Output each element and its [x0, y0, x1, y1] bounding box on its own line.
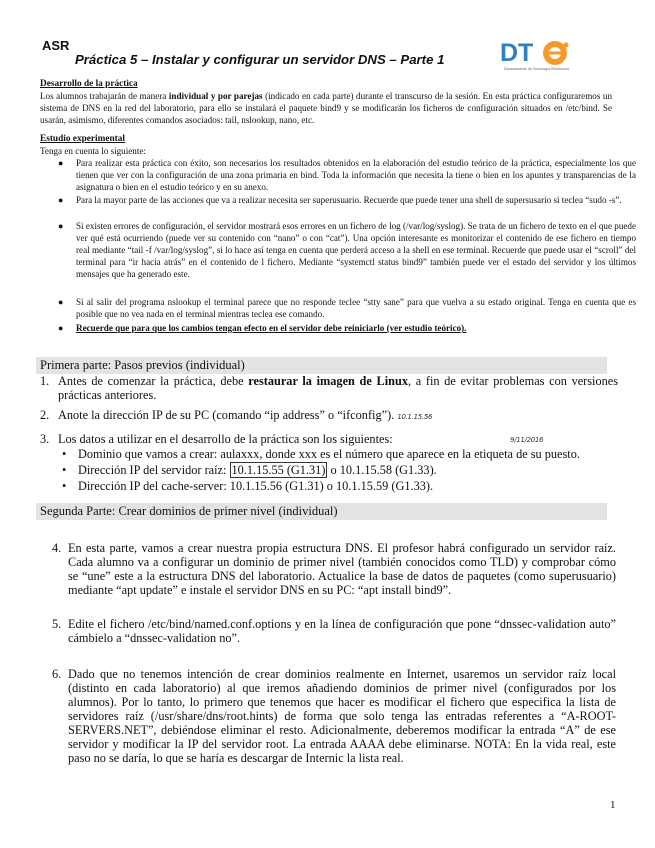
bullet-text: Si al salir del programa nslookup el terminal parece que no responde teclee “stty sane” para que vuelva a su estado original. Tenga en cuenta que es posible que no vea nada en el terminal mientras teclea ese comando. [76, 297, 636, 319]
bullet-text: Para realizar esta práctica con éxito, son necesarios los resultados obtenidos en la elaboración del estudio teórico de la práctica, especialmente los que tienen que ver con la configuración de una zona primaria en bind. Toda la información que necesita la tiene o bien en los apuntes y transparencias de la asignatura o bien en el estudio teórico y en su anexo. [76, 158, 636, 192]
estudio-bullet [58, 296, 636, 320]
bullet-dot: ● [58, 323, 64, 333]
item-number: 2. [40, 408, 50, 422]
bullet-dot: ● [58, 221, 64, 231]
item-1-bold: restaurar la imagen de Linux [248, 374, 408, 388]
item-2-text [58, 408, 618, 424]
desarrollo-text-before: Los alumnos trabajarán de manera [40, 91, 169, 101]
item-5-text: Edite el fichero /etc/bind/named.conf.options y en la línea de configuración que pone “dnssec-validation auto” cámbielo a “dnssec-validation no”. [68, 617, 616, 645]
sub-bullet-dot: • [62, 479, 67, 493]
estudio-bullet [58, 194, 636, 206]
item-number: 3. [40, 432, 50, 446]
bullet-text: Para la mayor parte de las acciones que va a realizar necesita ser superusuario. Recuerde que puede tener una shell de supersusario si teclea “sudo -s”. [76, 195, 622, 205]
handwritten-ip: 10.1.15.56 [397, 413, 433, 421]
bullet-text: Si existen errores de configuración, el servidor mostrará esos errores en un fichero de log (/var/log/syslog). Se trata de un fichero de texto en el que puede ver qué está ocurriendo (puede ver su contenido con “nano” o con “cat”). Una opción interesante es monitorizar el contenido de ese fichero en tiempo real mediante “tail -f /var/log/syslog”, si lo hace así tenga en cuenta que perderá acceso a la shell en ese terminal. Recuerde que puede usar el “scroll” del terminal para “ir hacia atrás” en el contenido de l fichero. Mediante “systemctl status bind9” también puede ver el estado del servidor y los últimos mensajes que ha generado este. [76, 221, 636, 279]
logo-subtitle: Departamento de Tecnología Electrónica [504, 67, 569, 71]
logo-e-bar [549, 52, 562, 55]
desarrollo-heading: Desarrollo de la práctica [40, 79, 138, 89]
sub-item-root-server [78, 463, 618, 477]
estudio-intro: Tenga en cuenta lo siguiente: [40, 146, 146, 156]
root-server-label: Dirección IP del servidor raíz: [78, 463, 230, 477]
estudio-heading: Estudio experimental [40, 134, 125, 144]
logo-graphic [500, 37, 612, 69]
item-3-text: Los datos a utilizar en el desarrollo de la práctica son los siguientes: [58, 432, 393, 446]
estudio-bullet [58, 220, 636, 280]
item-number: 5. [52, 617, 62, 631]
section-title-part2: Segunda Parte: Crear dominios de primer nivel (individual) [40, 504, 338, 518]
root-server-alt: o 10.1.15.58 (G1.33). [327, 463, 437, 477]
item-1-after: , a fin de evitar problemas con versiones prácticas anteriores. [58, 374, 619, 402]
desarrollo-text-after: (indicado en cada parte) durante el transcurso de la sesión. En esta práctica configuraremos un sistema de DNS en la red del laboratorio, para ello se instalará el paquete bind9 y se modificarán los ficheros de configuración situados en /etc/bind. Se usarán, asimismo, diferentes comandos asociados: tail, nslookup, nano, etc. [40, 91, 612, 125]
sub-bullet-dot: • [62, 463, 67, 477]
desarrollo-text-bold: individual y por parejas [168, 91, 263, 101]
handwritten-date: 9/11/2016 [510, 436, 544, 444]
page-title: Práctica 5 – Instalar y configurar un servidor DNS – Parte 1 [75, 52, 445, 67]
item-4-text: En esta parte, vamos a crear nuestra propia estructura DNS. El profesor habrá configurado un servidor raíz. Cada alumno va a configurar un dominio de primer nivel (también conocidos como TLD) y comprobar cómo se “une” este a la estructura DNS del laboratorio. Actualice la base de datos de paquetes (como superusuario) mediante “apt update” e instale el servidor DNS en su PC: “apt install bind9”. [68, 541, 616, 597]
item-6-text: Dado que no tenemos intención de crear dominios realmente en Internet, usaremos un servidor raíz local (distinto en cada laboratorio) al que iremos añadiendo dominios de primer nivel (configurados por los alumnos). Por lo tanto, lo primero que tenemos que hacer es modificar el fichero que especifica la lista de servidores raíz (/usr/share/dns/root.hints) de forma que solo tenga las entradas referentes a “A-ROOT-SERVERS.NET”, debiéndose eliminar el resto. Adicionalmente, deberemos modificar la entrada “A” de ese servidor y modificar la IP del servidor root. La entrada AAAA debe eliminarse. NOTA: En la vida real, este paso no se daría, lo que se haría es descargar de Internic la lista real. [68, 667, 616, 765]
estudio-bullet-important [58, 322, 636, 334]
desarrollo-paragraph [40, 90, 612, 126]
item-number: 6. [52, 667, 62, 681]
item-2-body: Anote la dirección IP de su PC (comando “ip address” o “ifconfig”). [58, 408, 395, 422]
bullet-dot: ● [58, 297, 64, 307]
logo-letters: DT [500, 39, 534, 67]
sub-bullet-dot: • [62, 447, 67, 461]
page-number: 1 [610, 799, 616, 811]
bullet-dot: ● [58, 195, 64, 205]
course-code: ASR [42, 38, 70, 53]
sub-item-cache-server: Dirección IP del cache-server: 10.1.15.56 (G1.31) o 10.1.15.59 (G1.33). [78, 479, 434, 493]
dte-logo [500, 37, 612, 79]
item-number: 1. [40, 374, 50, 388]
section-band-part1 [36, 357, 607, 374]
bullet-dot: ● [58, 158, 64, 168]
logo-dot [564, 43, 569, 48]
bullet-text: Recuerde que para que los cambios tengan efecto en el servidor debe reiniciarlo (ver estudio teórico). [76, 323, 467, 333]
item-1-text [58, 374, 618, 402]
estudio-bullet [58, 157, 636, 193]
sub-item-domain: Dominio que vamos a crear: aulaxxx, donde xxx es el número que aparece en la etiqueta de su puesto. [78, 447, 580, 461]
root-server-boxed: 10.1.15.55 (G1.31) [231, 463, 326, 477]
section-band-part2 [36, 503, 607, 520]
item-1-before: Antes de comenzar la práctica, debe [58, 374, 249, 388]
section-title-part1: Primera parte: Pasos previos (individual) [40, 358, 245, 372]
item-number: 4. [52, 541, 62, 555]
